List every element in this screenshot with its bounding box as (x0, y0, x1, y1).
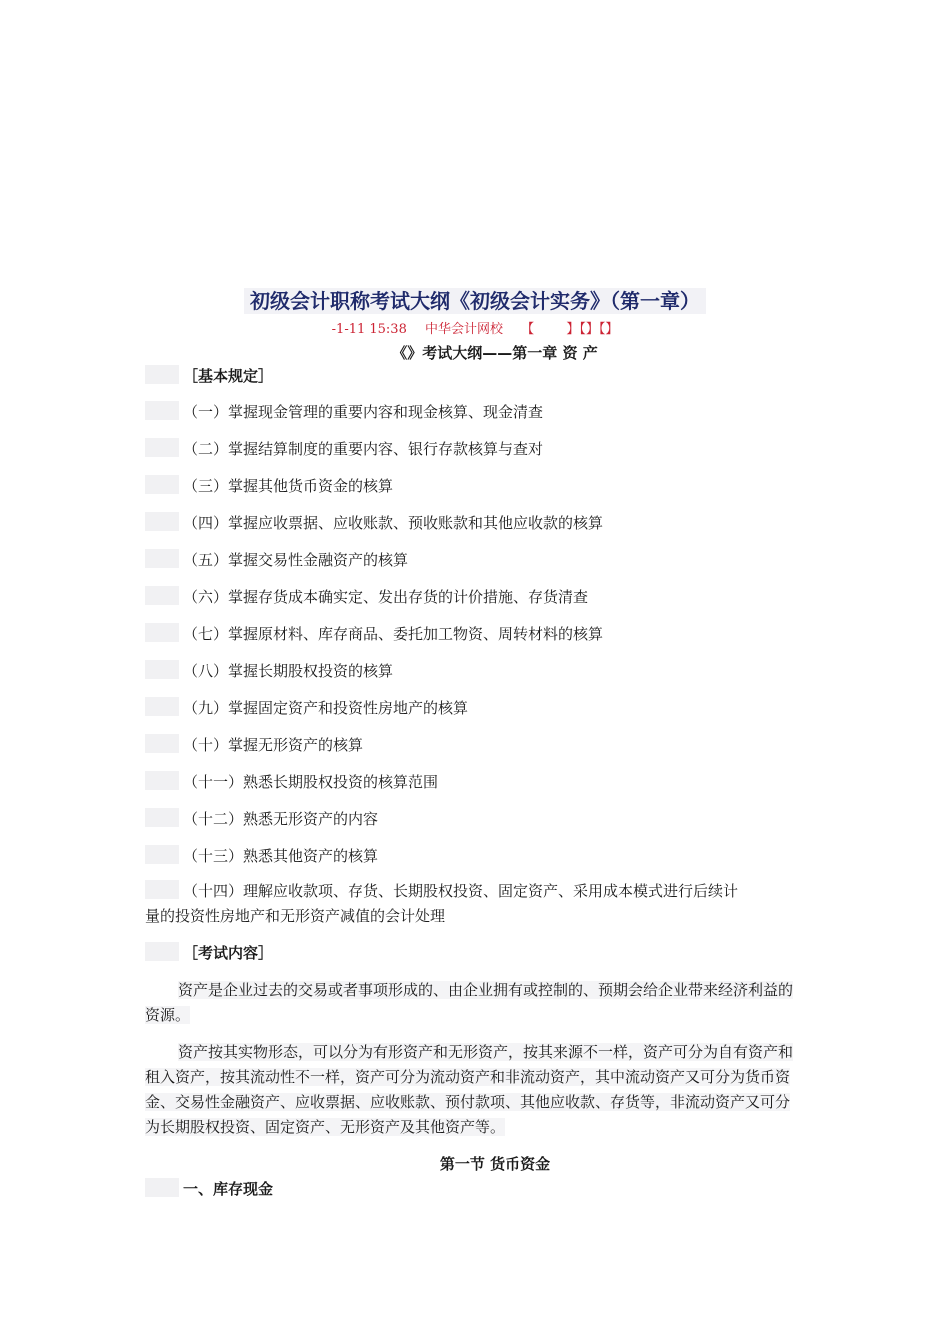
basic-rules-heading: ［基本规定］ (145, 364, 805, 389)
requirement-item: （七）掌握原材料、库存商品、委托加工物资、周转材料的核算 (145, 622, 805, 647)
section-heading-monetary-funds: 第一节 货币资金 (439, 1155, 551, 1173)
subsection-cash-on-hand: 一、库存现金 (145, 1177, 805, 1202)
requirement-item: （十三）熟悉其他资产的核算 (145, 844, 805, 869)
requirement-item: （五）掌握交易性金融资产的核算 (145, 548, 805, 573)
requirement-item-14-cont: 量的投资性房地产和无形资产减值的会计处理 (145, 907, 446, 925)
requirement-item: （一）掌握现金管理的重要内容和现金核算、现金清查 (145, 400, 805, 425)
paragraph-asset-classification: 资产按其实物形态，可以分为有形资产和无形资产，按其来源不一样，资产可分为自有资产和租入资产，按其流动性不一样，资产可分为流动资产和非流动资产，其中流动资产又可分为货币资金、交易性金融资产、应收票据、应收账款、预付款项、其他应收款、存货等，非流动资产又可分为长期股权投资、固定资产、无形资产及其他资产等。 (145, 1040, 800, 1140)
publish-date: -1-11 15:38 (331, 322, 407, 337)
document-title (0, 285, 950, 314)
paragraph-asset-definition: 资产是企业过去的交易或者事项形成的、由企业拥有或控制的、预期会给企业带来经济利益的资源。 (145, 978, 800, 1028)
requirement-item: （三）掌握其他货币资金的核算 (145, 474, 805, 499)
document-title-text: 初级会计职称考试大纲《初级会计实务》（第一章） (244, 288, 706, 314)
exam-content-heading: ［考试内容］ (145, 941, 805, 966)
chapter-subtitle: 《》考试大纲——第一章 资 产 (392, 344, 598, 362)
bracket-links[interactable]: 】【】【】 (566, 322, 619, 337)
source-link[interactable]: 中华会计网校 (425, 322, 504, 337)
requirement-item: （二）掌握结算制度的重要内容、银行存款核算与查对 (145, 437, 805, 462)
article-meta (0, 318, 950, 337)
requirement-item-14: （十四）理解应收款项、存货、长期股权投资、固定资产、采用成本模式进行后续计 (145, 879, 805, 904)
bracket-open: 【 (521, 322, 535, 337)
requirement-item: （九）掌握固定资产和投资性房地产的核算 (145, 696, 805, 721)
requirement-item: （十）掌握无形资产的核算 (145, 733, 805, 758)
requirement-item: （十一）熟悉长期股权投资的核算范围 (145, 770, 805, 795)
requirement-item: （六）掌握存货成本确实定、发出存货的计价措施、存货清查 (145, 585, 805, 610)
requirement-item: （十二）熟悉无形资产的内容 (145, 807, 805, 832)
requirement-item: （四）掌握应收票据、应收账款、预收账款和其他应收款的核算 (145, 511, 805, 536)
requirement-item: （八）掌握长期股权投资的核算 (145, 659, 805, 684)
